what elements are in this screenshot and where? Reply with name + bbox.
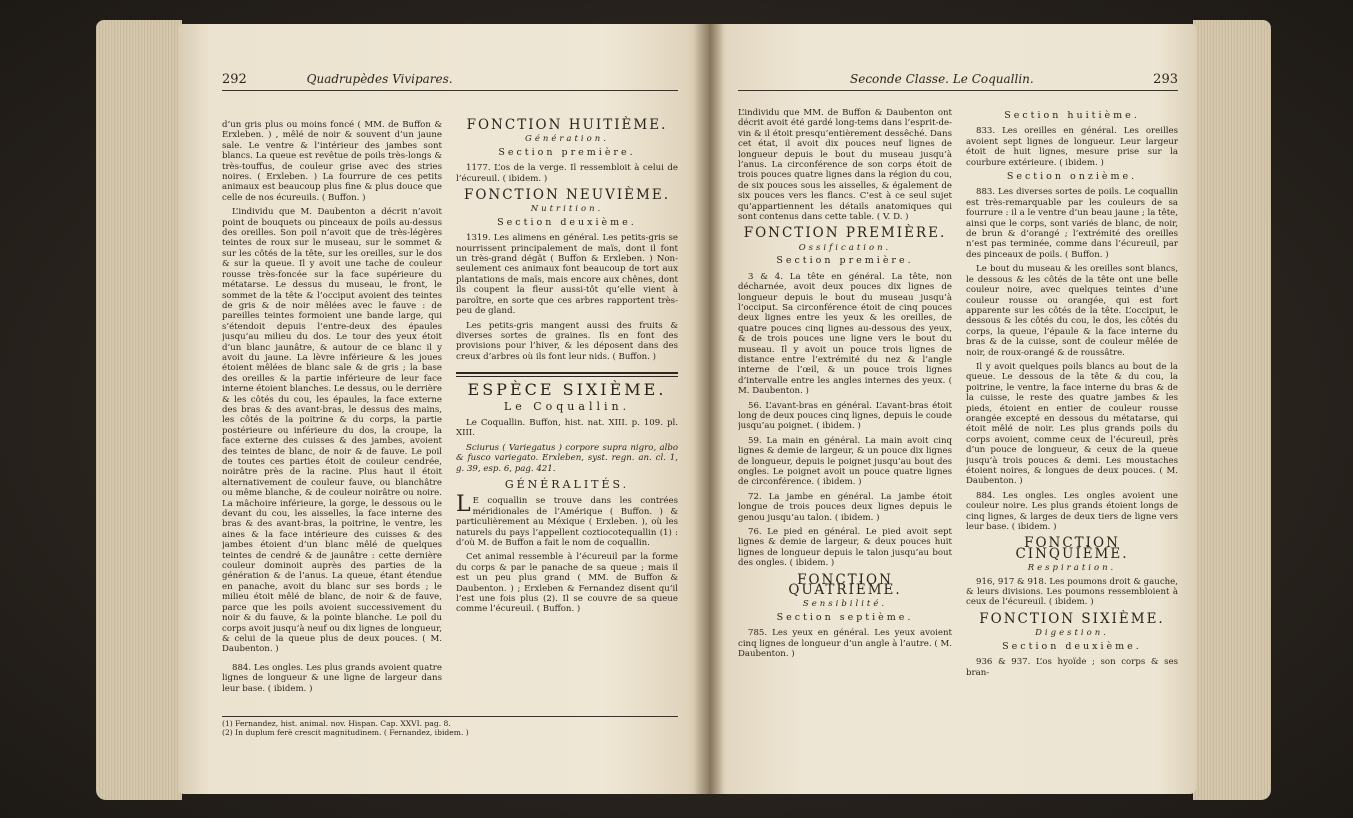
right-column-2 [966, 108, 1178, 748]
paragraph: 884. Les ongles. Les ongles avoient une couleur noire. Les plus grands étoient longs de cinq lignes, & larges de deux tiers de ligne vers leur base. ( ibidem. ) [966, 490, 1178, 533]
left-head-rule [222, 90, 678, 91]
paragraph: 76. Le pied en général. Le pied avoit sept lignes & demie de largeur, & deux pouces huit lignes de longueur depuis le talon jusqu’au bout des ongles. ( ibidem. ) [738, 527, 952, 569]
right-head-rule [738, 90, 1178, 91]
heading-fonction-neuvieme: FONCTION NEUVIÈME. [463, 187, 671, 204]
subheading-ossification: Ossification. [798, 242, 892, 253]
paragraph: 936 & 937. L’os hyoïde ; son corps & ses bran- [966, 657, 1178, 678]
section-heading: Section première. [776, 255, 914, 267]
paragraph: 3 & 4. La tête en général. La tête, non décharnée, avoit deux pouces dix lignes de longueur depuis le bout du museau jusqu’à l’occiput. Sa circonférence étoit de cinq pouces deux lignes entre les yeux & les oreilles, de quatre pouces cinq lignes au-dessous des yeux, & de trois pouces une ligne vers le bout du museau. Il y avoit un pouce trois lignes de distance entre l’extrémité du nez & l’angle interne de l’œil, & un pouce trois lignes d’intervalle entre les angles internes des yeux. ( M. Daubenton. ) [738, 271, 952, 397]
section-heading: Section huitième. [1004, 110, 1140, 121]
paragraph: Le bout du museau & les oreilles sont blancs, le dessous & les côtés de la tête ont une belle couleur noire, avec quelques teintes d’une couleur rousse ou orangée, qui est fort apparente sur les côtés de la tête. L’occiput, le dessous & les côtés du cou, le dos, les côtés du corps, la queue, l’épaule & la face interne du bras & de la cuisse, sont de couleur mêlée de noir, de roux-orangé & de roussâtre. [966, 264, 1178, 358]
paragraph: Les petits-gris mangent aussi des fruits & diverses sortes de graines. Ils en font des provisions pour l’hiver, & les déposent dans des creux d’arbres où ils font leur nids. ( Buffon. ) [456, 320, 678, 362]
paragraph: 1319. Les alimens en général. Les petits-gris se nourrissent principalement de maïs, dont il font un très-grand dégât ( Buffon & Erxleben. ) Non-seulement ces animaux font beaucoup de tort aux plantations de maïs, mais encore aux chênes, dont ils coupent la fleur aussi-tôt qu’elle vient à paroître, en sorte que ces arbres rapportent très-peu de gland. [456, 233, 678, 317]
right-running-title: Seconde Classe. Le Coquallin. [850, 72, 1034, 86]
heading-fonction-premiere: FONCTION PREMIÈRE. [743, 225, 947, 242]
paragraph: Cet animal ressemble à l’écureuil par la forme du corps & par le panache de sa queue ; mais il est un peu plus grand ( MM. de Buffon & Daubenton. ) ; Erxleben & Fernandez disent qu’il l’est une fois plus (2). Il se couvre de sa queue comme l’écureuil. ( Buffon. ) [456, 552, 678, 615]
left-running-title: Quadrupèdes Vivipares. [306, 72, 453, 86]
left-column-1 [222, 120, 442, 720]
footnote: (2) In duplum ferè crescit magnitudinem. ( Fernandez, ibidem. ) [222, 728, 469, 737]
heading-fonction-huitieme: FONCTION HUITIÈME. [466, 117, 668, 133]
paragraph: 833. Les oreilles en général. Les oreilles avoient sept lignes de longueur. Leur largeur étoit de huit lignes, mesure prise sur la courbure extérieure. ( ibidem. ) [966, 126, 1178, 168]
generalites-heading: GÉNÉRALITÉS. [504, 477, 630, 491]
paragraph: d’un gris plus ou moins foncé ( MM. de Buffon & Erxleben. ) , mêlé de noir & souvent d’un jaune sale. Le ventre & l’intérieur des jambes sont blancs. La queue est revêtue de poils très-longs & très-touffus, de couleur grise avec des stries noires. ( Erxleben. ) La fourrure de ces petits animaux est beaucoup plus fine & plus douce que celle de nos écureuils. ( Buffon. ) [222, 120, 442, 203]
synonymy: Sciurus ( Variegatus ) corpore supra nigro, albo & fusco variegato. Erxleben, syst. regn. an. cl. 1, g. 39, esp. 6, pag. 421. [456, 442, 678, 474]
section-heading: Section deuxième. [1002, 640, 1142, 652]
footnote: (1) Fernandez, hist. animal. nov. Hispan. Cap. XXVI. pag. 8. [222, 719, 451, 728]
right-page-number: 293 [1153, 72, 1178, 87]
subheading-nutrition: Nutrition. [530, 204, 604, 215]
open-book [18, 6, 1343, 812]
right-page-edges [1193, 20, 1271, 800]
paragraph: 1177. L’os de la verge. Il ressembloit à celui de l’écureuil. ( ibidem. ) [456, 163, 678, 184]
paragraph-text: E coquallin se trouve dans les contrées méridionales de l’Amérique ( Buffon. ) & particulièrement au Méxique ( Erxleben. ), où les naturels du pays l’appellent coztiocotequallin (1) : d’où M. de Buffon a fait le nom de coquallin. [456, 496, 678, 548]
section-heading: Section septième. [776, 611, 914, 623]
left-column-2 [456, 114, 678, 718]
section-heading: Section première. [498, 146, 636, 158]
heading-fonction-quatrieme: FONCTION QUATRIÈME. [788, 571, 902, 599]
left-page-number: 292 [222, 72, 247, 87]
subheading-generation: Génération. [525, 134, 609, 145]
paragraph: L’individu que M. Daubenton a décrit n’avoit point de bouquets ou pinceaux de poils au-dessus des oreilles. Son poil n’avoit que de très-légères teintes de roux sur le museau, sur le sommet & sur les côtés de la tête, sur les oreilles, sur le dos & sur la queue. Il y avoit une tache de couleur rousse très-foncée sur la face supérieure du métatarse. Le dessus du museau, le front, le sommet de la tête & l’occiput avoient des teintes de gris & de noir mêlées avec le fauve : de pareilles teintes formoient une bande large, qui s’étendoit depuis l’entre-deux des épaules jusqu’au milieu du dos. Le tour des yeux étoit d’un blanc jaunâtre, & autour de ce blanc il y avoit du jaune. La lèvre inférieure & les joues étoient mêlées de blanc sale & de gris ; la base des oreilles & la partie inférieure de leur face interne étoient blanches. Le dessus, ou le derrière & les côtés du cou, les épaules, la face externe des bras & des avant-bras, le dessus des mains, les côtés de la poitrine & du corps, la partie postérieure ou inférieure du dos, la croupe, la face externe des cuisses & des jambes, avoient des teintes de blanc, de noir & de fauve. Le poil de toutes ces parties étoit de couleur cendrée, noirâtre près de la racine. Plus haut il étoit alternativement de couleur fauve, ou blanchâtre ou même blanche, & de couleur noirâtre ou noire. La mâchoire inférieure, la gorge, le dessous ou le devant du cou, les aisselles, la face interne des bras & des avant-bras, la poitrine, le ventre, les aines & la face intérieure des cuisses & des jambes étoient d’un blanc mêlé de quelques teintes de cendré & de jaunâtre : cette dernière couleur dominoit auprès des parties de la génération & de l’anus. La queue, étant étendue en panache, avoit du blanc sur ses bords ; le milieu étoit mêlé de blanc, de noir & de fauve, parce que les poils avoient successivement du noir & du fauve, & la pointe blanche. Le poil du corps avoit jusqu’à neuf ou dix lignes de longueur, & celui de la queue plus de deux pouces. ( M. Daubenton. ) [222, 207, 442, 655]
footnotes [222, 716, 678, 737]
subheading-sensibilite: Sensibilité. [802, 599, 888, 610]
heading-fonction-sixieme: FONCTION SIXIÈME. [979, 610, 1165, 627]
paragraph: 785. Les yeux en général. Les yeux avoient cinq lignes de longueur d’un angle à l’autre. ( M. Daubenton. ) [738, 628, 952, 660]
species-heading: ESPÈCE SIXIÈME. [467, 380, 667, 400]
paragraph: 883. Les diverses sortes de poils. Le coquallin est très-remarquable par les couleurs de sa fourrure : il a le ventre d’un beau jaune ; la tête, ainsi que le corps, sont variés de blanc, de noir, de brun & d’orangé ; l’extrémité des oreilles n’est pas terminée, comme dans l’écureuil, par des pinceaux de poils. ( Buffon. ) [966, 187, 1178, 260]
drop-cap: L [456, 492, 471, 518]
right-column-1 [738, 108, 952, 748]
paragraph: Il y avoit quelques poils blancs au bout de la queue. Le dessous de la tête & du cou, la poitrine, le ventre, la face interne du bras & de la cuisse, le reste des quatre jambes & les pieds, étoient en entier de couleur rousse orangée excepté en dessous du métatarse, qui étoit mêlé de noir. Les plus grands poils du corps avoient, comme ceux de l’écureuil, près d’un pouce de longueur, & ceux de la queue jusqu’à trois pouces & demi. Les moustaches étoient noires, & longues de deux pouces. ( M. Daubenton. ) [966, 361, 1178, 487]
left-running-head [222, 72, 662, 87]
heading-fonction-cinquieme: FONCTION CINQUIÈME. [1015, 535, 1129, 562]
section-heading: Section deuxième. [497, 216, 637, 228]
species-name: Le Coquallin. [503, 399, 631, 413]
left-page [178, 24, 708, 794]
paragraph: 56. L’avant-bras en général. L’avant-bras étoit long de deux pouces cinq lignes, depuis le coude jusqu’au poignet. ( ibidem. ) [738, 400, 952, 432]
left-page-edges [96, 20, 182, 800]
paragraph [456, 492, 678, 548]
subheading-respiration: Respiration. [1027, 563, 1117, 574]
section-divider [456, 372, 678, 377]
book-gutter [694, 24, 724, 794]
right-running-head [738, 72, 1178, 86]
synonymy: Le Coquallin. Buffon, hist. nat. XIII. p. 109. pl. XIII. [456, 417, 678, 439]
paragraph: 72. La jambe en général. La jambe étoit longue de trois pouces deux lignes depuis le genou jusqu’au talon. ( ibidem. ) [738, 491, 952, 523]
paragraph: 884. Les ongles. Les plus grands avoient quatre lignes de longueur & une ligne de largeur dans leur base. ( ibidem. ) [222, 662, 442, 694]
right-page [708, 24, 1196, 794]
paragraph: 59. La main en général. La main avoit cinq lignes & demie de largeur, & un pouce dix lignes de longueur, depuis le poignet jusqu’au bout des ongles. Le poignet avoit un pouce quatre lignes de circonférence. ( ibidem. ) [738, 435, 952, 488]
subheading-digestion: Digestion. [1035, 628, 1109, 639]
section-heading: Section onzième. [1006, 171, 1138, 183]
paragraph: L’individu que MM. de Buffon & Daubenton ont décrit avoit été gardé long-tems dans l’esprit-de-vin & il étoit presqu’entièrement dessêché. Dans cet état, il avoit dix pouces neuf lignes de longueur depuis le bout du museau jusqu’à l’anus. La circonférence de son corps étoit de trois pouces quatre lignes dans la région du cou, de six pouces sous les aisselles, & également de six pouces vers les flancs. C’est à ce seul sujet qu’appartiennent les détails anatomiques qui sont contenus dans cette table. ( V. D. ) [738, 108, 952, 223]
paragraph: 916, 917 & 918. Les poumons droit & gauche, & leurs divisions. Les poumons ressembloient à ceux de l’écureuil. ( ibidem. ) [966, 576, 1178, 608]
